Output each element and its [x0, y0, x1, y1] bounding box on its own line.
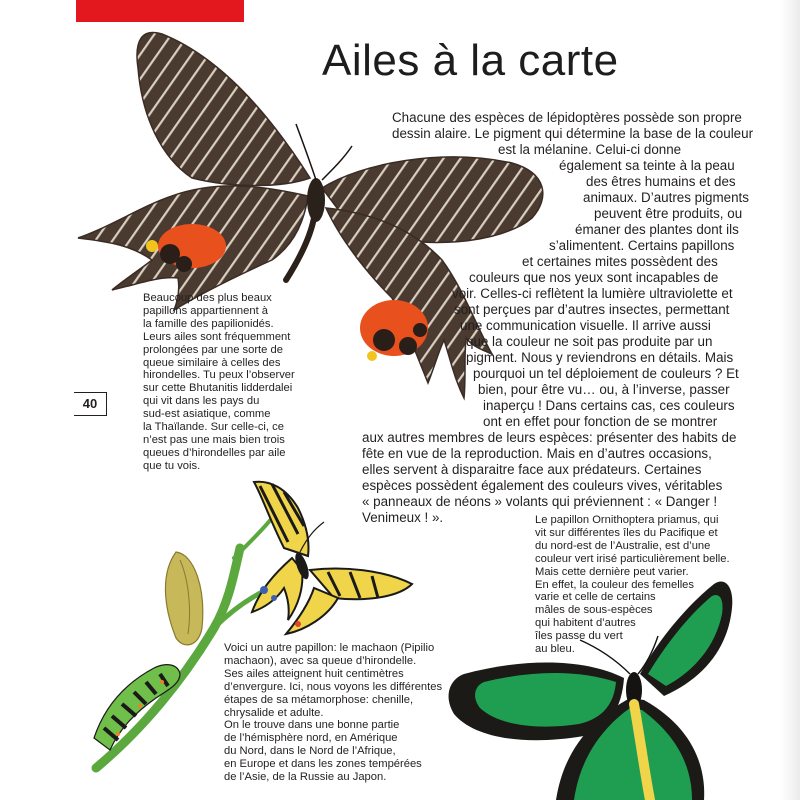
caption-line: mâles de sous-espèces	[535, 604, 653, 617]
caption-line: machaon), avec sa queue d’hirondelle.	[224, 654, 417, 667]
caption-bhutanitis	[143, 292, 295, 473]
caption-line: Mais cette dernière peut varier.	[535, 565, 689, 578]
caption-line: la famille des papilionidés.	[143, 317, 274, 330]
text-line: couleurs que nos yeux sont incapables de	[469, 270, 719, 285]
text-line: sont perçues par d’autres insectes, permettant	[454, 302, 730, 317]
text-line: elles servent à disparaitre face aux prédateurs. Certaines	[362, 462, 702, 477]
caption-line: Leurs ailes sont fréquemment	[143, 330, 291, 343]
caption-line: d’envergure. Ici, nous voyons les différentes	[224, 680, 443, 693]
text-line: « panneaux de néons » volants qui préviennent : « Danger !	[362, 494, 718, 509]
text-line: fête en vue de la reproduction. Mais en d’autres occasions,	[362, 446, 712, 461]
caption-line: Voici un autre papillon: le machaon (Pipilio	[224, 642, 435, 654]
text-line: une communication visuelle. Il arrive aussi	[460, 318, 711, 333]
text-line: que la couleur ne soit pas produite par un	[466, 334, 713, 349]
text-line: Chacune des espèces de lépidoptères possède son propre	[392, 110, 742, 125]
caption-line: de l’Asie, de la Russie au Japon.	[224, 771, 387, 784]
caption-line: papillons appartiennent à	[143, 304, 269, 317]
caption-line: la Thaïlande. Sur celle-ci, ce	[143, 421, 284, 434]
text-line: peuvent être produits, ou	[594, 206, 743, 221]
text-line: des êtres humains et des	[586, 174, 736, 189]
caption-line: que tu vois.	[143, 459, 201, 472]
text-line: voir. Celles-ci reflètent la lumière ultraviolette et	[452, 286, 733, 301]
text-line: et certaines mites possèdent des	[522, 254, 718, 269]
caption-line: au bleu.	[535, 643, 575, 656]
caption-line: sud-est asiatique, comme	[143, 408, 271, 421]
page-title: Ailes à la carte	[322, 36, 619, 85]
red-header-bar	[76, 0, 244, 22]
text-line: émaner des plantes dont ils	[575, 222, 739, 237]
caption-machaon	[224, 642, 442, 784]
caption-line: On le trouve dans une bonne partie	[224, 719, 400, 732]
caption-line: queue similaire à celles des	[143, 356, 281, 369]
text-line: s’alimentent. Certains papillons	[549, 238, 735, 253]
page-number: 40	[74, 392, 107, 416]
caption-line: couleur vert irisé particulièrement belle.	[535, 552, 730, 565]
caption-line: de l’hémisphère nord, en Amérique	[224, 732, 398, 745]
text-line: bien, pour être vu… ou, à l’inverse, passer	[478, 382, 730, 397]
text-line: est la mélanine. Celui-ci donne	[498, 142, 682, 157]
caption-line: qui habitent d’autres	[535, 617, 636, 630]
caption-line: vit sur différentes îles du Pacifique et	[535, 526, 718, 539]
text-line: pigment. Nous y reviendrons en détails. Mais	[466, 350, 734, 365]
caption-ornithoptera	[535, 514, 730, 656]
text-line: animaux. D’autres pigments	[583, 190, 749, 205]
page-gutter-shadow	[780, 0, 800, 800]
caption-line: En effet, la couleur des femelles	[535, 578, 694, 591]
text-line: pourquoi un tel déploiement de couleurs ? Et	[473, 366, 739, 381]
caption-line: du nord-est de l’Australie, est d’une	[535, 539, 711, 552]
caption-line: varie et celle de certains	[535, 591, 656, 604]
caption-line: prolongées par une sorte de	[143, 343, 283, 356]
text-line: espèces possèdent également des couleurs vives, véritables	[362, 478, 723, 493]
caption-line: Le papillon Ornithoptera priamus, qui	[535, 514, 719, 526]
text-line: dessin alaire. Le pigment qui détermine la base de la couleur	[392, 126, 754, 141]
caption-line: qui vit dans les pays du	[143, 395, 260, 408]
text-line: également sa teinte à la peau	[559, 158, 735, 173]
text-line: Venimeux ! ».	[362, 510, 444, 525]
caption-line: n’est pas une mais bien trois	[143, 433, 285, 446]
caption-line: étapes de sa métamorphose: chenille,	[224, 693, 414, 706]
text-line: aux autres membres de leurs espèces: présenter des habits de	[362, 430, 737, 445]
text-line: ont en effet pour fonction de se montrer	[483, 414, 718, 429]
caption-line: du Nord, dans le Nord de l’Afrique,	[224, 745, 396, 758]
caption-line: Ses ailes atteignent huit centimètres	[224, 667, 404, 680]
caption-line: hirondelles. Tu peux l’observer	[143, 369, 295, 382]
caption-line: en Europe et dans les zones tempérées	[224, 758, 422, 771]
text-line: inaperçu ! Dans certains cas, ces couleurs	[483, 398, 735, 413]
caption-line: îles passe du vert	[535, 630, 623, 643]
caption-line: chrysalide et adulte.	[224, 706, 324, 719]
caption-line: queues d’hirondelles par aile	[143, 446, 286, 459]
caption-line: Beaucoup des plus beaux	[143, 292, 272, 304]
caption-line: sur cette Bhutanitis lidderdalei	[143, 382, 293, 395]
